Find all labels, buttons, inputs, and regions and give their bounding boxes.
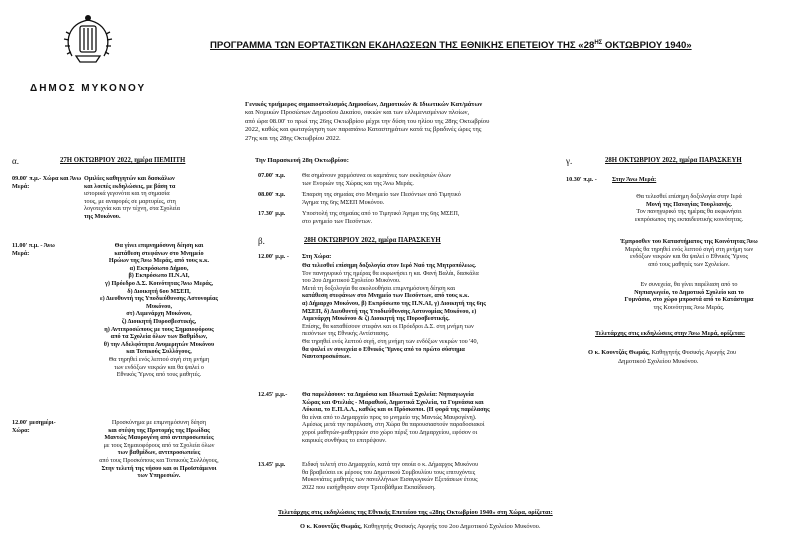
ceremony-person-name: Ο κ. Κουντζάς Θωμάς, xyxy=(588,349,650,356)
intro-line: Γενικός τριήμερος σημαιοστολισμός Δημοσίων, Δημοτικών & Ιδιωτικών Κατ/μάτων xyxy=(245,101,483,108)
section-a-heading: 27Η ΟΚΤΩΒΡΙΟΥ 2022, ημέρα ΠΕΜΠΤΗ xyxy=(60,157,186,164)
event-time: 12.45' μ.μ.- xyxy=(258,391,288,398)
desc-line: Νηπιαγωγείο, το Δημοτικό Σχολείο και το xyxy=(634,288,744,296)
desc-line: Λύκεια, το Ε.Π.Α.Λ., καθώς και οι Πρόσκοποι. (Η φορά της παρέλασης xyxy=(302,406,490,414)
ceremony-person-role-cont: Δημοτικού Σχολείου Μυκόνου. xyxy=(618,358,699,365)
event-description xyxy=(302,391,562,444)
event-time: 11.00' π.μ. - Άνω Μερά: xyxy=(12,242,55,257)
event-description xyxy=(74,242,244,379)
desc-line: Μυκόνου, xyxy=(145,302,173,310)
desc-line: Θα τελεσθεί επίσημη δοξολογία στην Ιερά xyxy=(636,193,742,200)
desc-line: Μονή της Παναγίας Τουρλιανής. xyxy=(645,200,733,208)
desc-line: Άγημα της 6ης ΜΣΕΠ Μυκόνου. xyxy=(302,198,385,206)
desc-line: Έπαρση της σημαίας στο Μνημείο των Πεσόντων από Τιμητικό xyxy=(302,191,461,198)
desc-line: Έμπροσθεν του Καταστήματος της Κοινότητας Άνω xyxy=(620,238,758,245)
desc-line: Ειδική τελετή στο Δημαρχείο, κατά την οποία ο κ. Δήμαρχος Μυκόνου xyxy=(302,461,479,468)
desc-line: Μαντώς Μαυρογένη από αντιπροσωπείες xyxy=(104,434,214,442)
desc-line: Επίσης, θα καταθέσουν στεφάνι και οι Πρόεδροι Δ.Σ. στη μνήμη των xyxy=(302,322,474,330)
desc-line: Χώρας και Φτελιάς - Μαραθιού, Δημοτικά Σχολεία, τα Γυμνάσια και xyxy=(302,398,484,406)
event-time: 13.45' μ.μ. xyxy=(258,461,286,468)
desc-line: Θα γίνει επιμνημόσυνη δέηση και xyxy=(114,242,204,249)
master-of-ceremonies xyxy=(588,349,736,356)
desc-line: και στέψη της Προτομής της Ηρωίδας xyxy=(108,426,210,434)
desc-line: Υποστολή της σημαίας από το Τιμητικό Άγημα της 6ης ΜΣΕΠ, xyxy=(302,210,460,217)
event-description xyxy=(302,210,552,225)
municipality-logo xyxy=(58,12,118,67)
intro-line: 2022, καθώς και φωταγώγηση των παραπάνω Καταστημάτων κατά τις βραδινές ώρες της xyxy=(245,126,482,134)
municipality-name: ΔΗΜΟΣ ΜΥΚΟΝΟΥ xyxy=(30,83,147,94)
desc-line: α) Δήμαρχο Μυκόνου, β) Εκπρόσωπο της Π.Ν.ΑΙ, γ) Διοικητή της 6ης xyxy=(302,299,486,307)
desc-line: των ενδόξων νεκρών και θα ψαλεί ο xyxy=(114,363,204,371)
desc-line: από τους Προσκόπους και Τοπικούς Συλλόγους, xyxy=(99,456,219,464)
desc-line: στο μνημείο των Πεσόντων. xyxy=(302,217,373,225)
desc-line: Θα τηρηθεί ενός λεπτού σιγή, στη μνήμη των ενδόξων νεκρών του '40, xyxy=(302,337,479,345)
desc-line: Στην τελετή της νήσου και οι Προϊστάμενοι xyxy=(101,464,217,472)
event-description xyxy=(302,262,562,361)
ceremony-person-role: Καθηγητής Φυσικής Αγωγής 2ου xyxy=(649,349,737,356)
desc-line: Τον πανηγυρικό της ημέρας θα εκφωνήσει η κα. Φανή Βαλάι, δασκάλα xyxy=(302,269,479,277)
desc-line: λογοτεχνία και την τέχνη, στα Σχολεία xyxy=(84,205,180,213)
pre-heading: Την Παρασκευή 28η Οκτωβρίου: xyxy=(255,157,349,164)
desc-line: Θα τελεσθεί επίσημη δοξολογία στον Ιερό Ναό της Μητροπόλεως. xyxy=(302,262,477,269)
desc-line: και Τοπικούς Συλλόγους, xyxy=(126,348,192,356)
desc-line: κατάθεση στεφάνων στο Μνημείο xyxy=(114,249,204,257)
event-description xyxy=(604,281,774,311)
section-letter-b: β. xyxy=(258,236,265,246)
desc-line: ενδόξων νεκρών και θα ψαλεί ο Εθνικός Ύμνος xyxy=(630,253,748,261)
desc-line: εκπρόσωπος της εκπαιδευτικής κοινότητας. xyxy=(634,215,744,223)
event-description xyxy=(302,191,552,206)
master-of-ceremonies-heading: Τελετάρχης στις εκδηλώσεις στην Άνω Μερά, ορίζεται: xyxy=(595,330,746,337)
desc-line: Προσκύνημα με επιμνημόσυνη δέηση xyxy=(111,419,207,426)
desc-line: ε) Διευθυντή της Υποδιεύθυνσης Αστυνομίας xyxy=(99,295,219,303)
desc-line: Θα σημάνουν χαρμόσυνα οι καμπάνες των εκκλησιών όλων xyxy=(302,172,452,179)
event-time: 12.00' μεσημέρι- Χώρα: xyxy=(12,419,56,434)
desc-line: α) Εκπρόσωπο Δήμου, xyxy=(129,264,189,272)
intro-line: και Νομικών Προσώπων Δημοσίου Δικαίου, οικιών και των ελλιμενισμένων πλοίων, xyxy=(245,109,470,117)
desc-line: τους, με αναφορές σε μαρτυρίες, στη xyxy=(84,197,176,205)
desc-line: Τον πανηγυρικό της ημέρας θα εκφωνήσει xyxy=(636,208,742,216)
section-letter-a: α. xyxy=(12,156,19,166)
ceremony-person-role: Καθηγητής Φυσικής Αγωγής του 2ου Δημοτικού Σχολείου Μυκόνου. xyxy=(361,523,541,530)
desc-line: θ) την Αδελφότητα Ανυμερητών Μυκόνου xyxy=(103,340,215,348)
desc-line: και λοιπές εκδηλώσεις, με βάση τα xyxy=(84,182,176,190)
event-description xyxy=(302,172,552,187)
event-time: 10.30' π.μ. - xyxy=(566,176,597,183)
event-description xyxy=(604,238,774,268)
desc-line: Ναυτοπροσκόπων. xyxy=(302,353,351,361)
section-letter-c: γ. xyxy=(566,156,573,166)
desc-line: της Μυκόνου. xyxy=(84,212,121,220)
desc-line: των Ενοριών της Χώρας και της Άνω Μεράς. xyxy=(302,179,414,187)
intro-line: 27ης και της 28ης Οκτωβρίου 2022. xyxy=(245,134,341,142)
document-title: ΠΡΟΓΡΑΜΜΑ ΤΩΝ ΕΟΡΤΑΣΤΙΚΩΝ ΕΚΔΗΛΩΣΕΩΝ ΤΗΣ ΕΘΝΙΚΗΣ ΕΠΕΤΕΙΟΥ ΤΗΣ «$28^{H\Sigma}$ ΟΚΤΩΒΡΙΟΥ 1940» xyxy=(210,40,692,52)
event-description xyxy=(84,175,244,221)
desc-line: Θα παρελάσουν: τα Δημόσια και Ιδιωτικά Σχολεία: Νηπιαγωγεία xyxy=(302,391,474,398)
event-time: 12.00' μ.μ. - xyxy=(258,253,289,260)
desc-line: ιστορικά γεγονότα και τη σημασία xyxy=(84,190,170,198)
master-of-ceremonies xyxy=(300,523,540,530)
desc-line: θα ψαλεί εν συνεχεία ο Εθνικός Ύμνος από το πρώτο σύστημα xyxy=(302,345,465,353)
event-description xyxy=(302,461,562,491)
desc-line: από τα Σχολεία όλων των Βαθμίδων, xyxy=(110,333,208,341)
desc-line: στ) Λιμενάρχη Μυκόνου, xyxy=(126,310,192,318)
desc-line: των βαθμίδων, αντιπροσωπείες xyxy=(117,449,201,457)
intro-paragraph xyxy=(245,101,580,143)
desc-line: Εθνικός Ύμνος από τους μαθητές. xyxy=(116,371,202,379)
event-place: Στη Χώρα: xyxy=(302,253,332,260)
event-time: 08.00' π.μ. xyxy=(258,191,286,198)
desc-line: από τους μαθητές των Σχολείων. xyxy=(648,260,730,268)
event-time: 09.00' π.μ.- Χώρα και Άνω Μερά: xyxy=(12,175,82,190)
desc-line: με τους Σημαιοφόρους από τα Σχολεία όλων xyxy=(103,441,215,449)
event-time: 07.00' π.μ. xyxy=(258,172,286,179)
desc-line: κατάθεση στεφάνων στο Μνημείο των Πεσόντων, από τους κ.κ. xyxy=(302,292,470,300)
desc-line: Θα τηρηθεί ενός λεπτού σιγή στη μνήμη xyxy=(108,355,210,363)
desc-line: Μυκονιάτες μαθητές των πανελλήνιων Εισαγωγικών Εξετάσεων έτους xyxy=(302,476,478,484)
desc-line: Αμέσως μετά την παρέλαση, στη Χώρα θα παρουσιαστούν παραδοσιακοί xyxy=(302,421,485,429)
section-c-heading: 28Η ΟΚΤΩΒΡΙΟΥ 2022, ημέρα ΠΑΡΑΣΚΕΥΗ xyxy=(605,157,742,164)
desc-line: χοροί μαθητών-μαθητριών στο χώρο πέριξ του Δημαρχείου, εφόσον οι xyxy=(302,428,478,436)
desc-line: ΜΣΕΠ, δ) Διευθυντή της Υποδιεύθυνσης Αστυνομίας Μυκόνου, ε) xyxy=(302,307,477,315)
desc-line: ζ) Διοικητή Πυροσβεστικής, xyxy=(121,317,197,325)
desc-line: θα είναι από το Δημαρχείο προς το μνημείο της Μαντώς Μαυρογένη). xyxy=(302,413,477,421)
desc-line: Μετά τη δοξολογία θα ακολουθήσει επιμνημόσυνη δέηση και xyxy=(302,284,456,292)
desc-line: 2022 που εισήχθησαν στην Τριτοβάθμια Εκπαίδευση. xyxy=(302,483,436,491)
desc-line: β) Εκπρόσωπο Π.Ν.ΑΙ, xyxy=(128,272,190,280)
desc-line: του 2ου Δημοτικού Σχολείου Μυκόνου. xyxy=(302,277,401,285)
desc-line: πεσόντων της Εθνικής Αντίστασης. xyxy=(302,330,390,338)
desc-line: Μεράς θα τηρηθεί ενός λεπτού σιγή στη μνήμη των xyxy=(624,245,754,253)
desc-line: θα βραβεύσει εκ μέρους του Δημοτικού Συμβουλίου τους επιτυχόντες xyxy=(302,468,476,476)
desc-line: δ) Διοικητή 6ου ΜΣΕΠ, xyxy=(127,287,191,295)
section-b-heading: 28Η ΟΚΤΩΒΡΙΟΥ 2022, ημέρα ΠΑΡΑΣΚΕΥΗ xyxy=(304,237,441,244)
event-place: Στην Άνω Μερά: xyxy=(612,176,657,183)
desc-line: Γυμνάσιο, στο χώρο μπροστά από το Κατάστημα xyxy=(624,296,754,304)
desc-line: των Υπηρεσιών. xyxy=(137,472,181,480)
desc-line: Εν συνεχεία, θα γίνει παρέλαση από το xyxy=(640,281,738,288)
desc-line: Ηρώων της Άνω Μεράς, από τους κ.κ. xyxy=(108,257,210,265)
desc-line: γ) Πρόεδρο Δ.Σ. Κοινότητας Άνω Μεράς, xyxy=(104,279,214,287)
desc-line: η) Αντιπροσώπους με τους Σημαιοφόρους xyxy=(104,325,214,333)
event-description xyxy=(604,193,774,223)
ceremony-person-name: Ο κ. Κουντζάς Θωμάς, xyxy=(300,523,362,530)
desc-line: Λιμενάρχη Μυκόνου & ζ) Διοικητή της Πυροσβεστικής. xyxy=(302,315,450,323)
intro-line: από ώρα 08.00' το πρωί της 26ης Οκτωβρίου μέχρι την δύση του ηλίου της 28ης Οκτωβρίου xyxy=(245,117,490,125)
event-description xyxy=(74,419,244,480)
desc-line: Ομιλίες καθηγητών και δασκάλων xyxy=(84,175,175,182)
desc-line: καιρικές συνθήκες το επιτρέψουν. xyxy=(302,436,387,444)
desc-line: της Κοινότητας Άνω Μεράς. xyxy=(653,303,725,311)
master-of-ceremonies-heading: Τελετάρχης στις εκδηλώσεις της Εθνικής Επετείου της «28ης Οκτωβρίου 1940» στη Χώρα, ορίζεται: xyxy=(278,509,553,516)
event-time: 17.30' μ.μ. xyxy=(258,210,286,217)
